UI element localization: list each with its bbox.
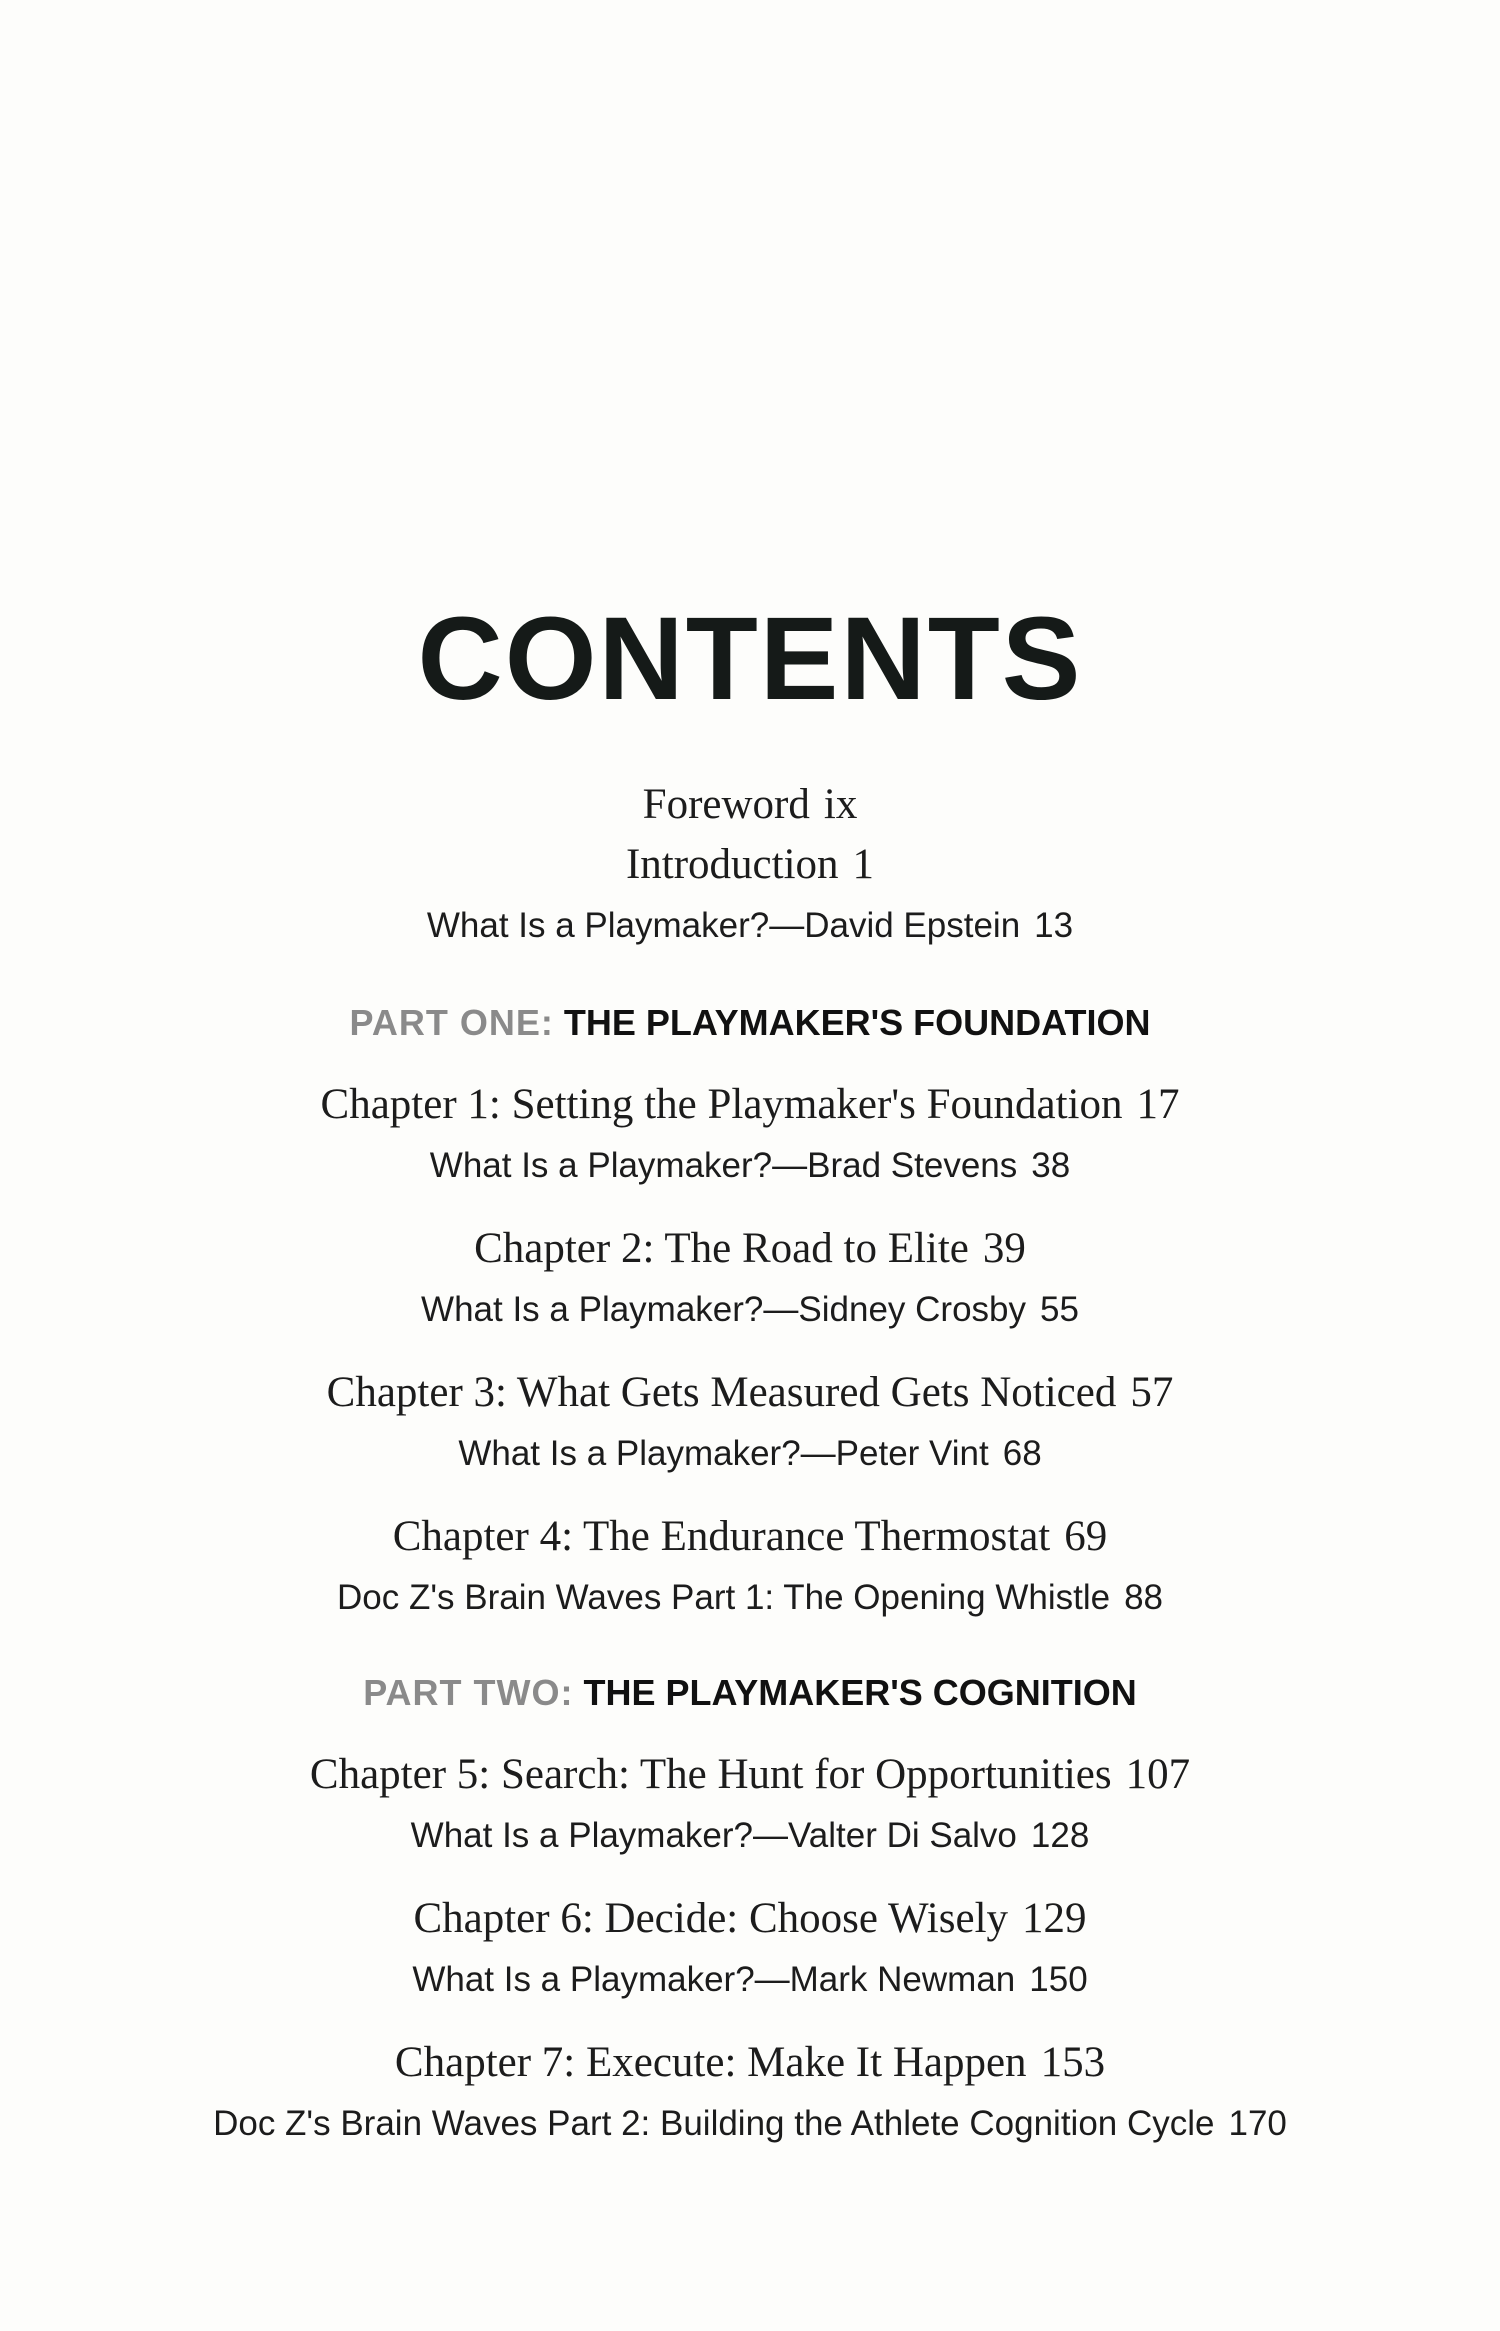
part-two-heading — [0, 1672, 1500, 1714]
toc-entry-playmaker-newman — [0, 1960, 1500, 2000]
entry-page: 69 — [1064, 1513, 1108, 1560]
part-one-heading — [0, 1002, 1500, 1044]
toc-entry-chapter-2 — [0, 1224, 1500, 1273]
toc-entry-chapter-4 — [0, 1512, 1500, 1561]
entry-page: 55 — [1040, 1290, 1079, 1329]
entry-page: 17 — [1136, 1081, 1180, 1128]
part-title: THE PLAYMAKER'S FOUNDATION — [563, 1002, 1151, 1043]
entry-page: ix — [823, 781, 858, 828]
page-title: CONTENTS — [417, 593, 1083, 725]
entry-title: Doc Z's Brain Waves Part 1: The Opening Whistle — [336, 1578, 1111, 1617]
entry-title: Chapter 2: The Road to Elite — [474, 1225, 969, 1272]
entry-page: 170 — [1228, 2104, 1287, 2143]
entry-page: 88 — [1124, 1578, 1164, 1617]
part-label: PART TWO: — [363, 1672, 574, 1713]
entry-title: Introduction — [625, 841, 839, 888]
entry-title: Doc Z's Brain Waves Part 2: Building the Athlete Cognition Cycle — [213, 2104, 1215, 2143]
entry-title: Chapter 7: Execute: Make It Happen — [394, 2039, 1027, 2086]
toc-entry-chapter-3 — [0, 1368, 1500, 1417]
toc-entry-foreword — [0, 780, 1500, 829]
entry-page: 13 — [1034, 906, 1074, 945]
toc-entry-playmaker-stevens — [0, 1146, 1500, 1186]
entry-page: 153 — [1040, 2039, 1106, 2086]
toc-entry-brain-waves-2 — [0, 2104, 1500, 2144]
entry-title: What Is a Playmaker?—Peter Vint — [458, 1434, 989, 1473]
toc-entry-playmaker-di-salvo — [0, 1816, 1500, 1856]
toc-entry-chapter-1 — [0, 1080, 1500, 1129]
entry-page: 128 — [1030, 1816, 1090, 1855]
toc-entry-brain-waves-1 — [0, 1578, 1500, 1618]
entry-page: 39 — [982, 1225, 1026, 1272]
toc-entry-chapter-7 — [0, 2038, 1500, 2087]
entry-page: 150 — [1029, 1960, 1088, 1999]
entry-page: 38 — [1031, 1146, 1071, 1185]
entry-title: What Is a Playmaker?—Valter Di Salvo — [410, 1816, 1017, 1855]
toc-entry-playmaker-vint — [0, 1434, 1500, 1474]
entry-page: 129 — [1022, 1895, 1087, 1942]
entry-page: 68 — [1002, 1434, 1042, 1473]
entry-page: 107 — [1125, 1751, 1191, 1798]
entry-title: Chapter 6: Decide: Choose Wisely — [413, 1895, 1009, 1942]
toc-entry-introduction — [0, 840, 1500, 889]
entry-title: Chapter 4: The Endurance Thermostat — [392, 1513, 1051, 1560]
part-title: THE PLAYMAKER'S COGNITION — [583, 1672, 1137, 1713]
toc-entry-chapter-5 — [0, 1750, 1500, 1799]
toc-entry-playmaker-crosby — [0, 1290, 1500, 1330]
entry-title: What Is a Playmaker?—David Epstein — [426, 906, 1021, 945]
toc-entry-playmaker-epstein — [0, 906, 1500, 946]
entry-title: Chapter 1: Setting the Playmaker's Foundation — [320, 1081, 1123, 1128]
part-label: PART ONE: — [349, 1002, 554, 1043]
entry-title: Chapter 3: What Gets Measured Gets Noticed — [326, 1369, 1117, 1416]
entry-page: 1 — [852, 841, 875, 888]
entry-title: What Is a Playmaker?—Brad Stevens — [429, 1146, 1018, 1185]
entry-title: What Is a Playmaker?—Mark Newman — [412, 1960, 1016, 1999]
entry-title: What Is a Playmaker?—Sidney Crosby — [421, 1290, 1026, 1329]
toc-entry-chapter-6 — [0, 1894, 1500, 1943]
entry-title: Foreword — [642, 781, 810, 828]
entry-title: Chapter 5: Search: The Hunt for Opportunities — [309, 1751, 1112, 1798]
entry-page: 57 — [1130, 1369, 1174, 1416]
